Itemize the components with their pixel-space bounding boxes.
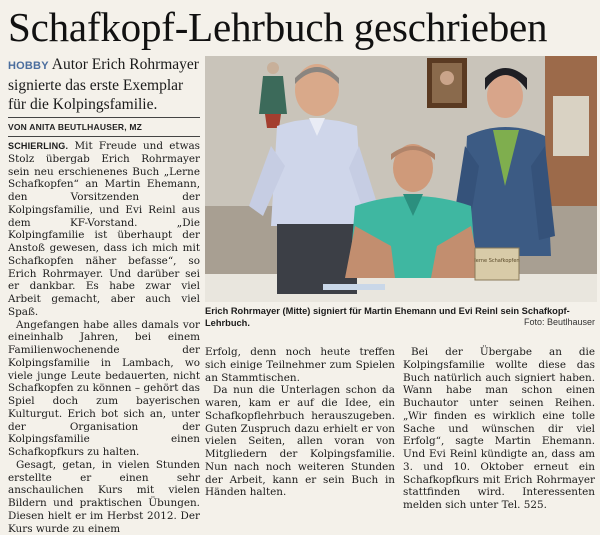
article-photo <box>205 56 597 302</box>
paragraph-1-text: Mit Freude und etwas Stolz übergab Erich Rohrmayer sein neu erschienenes Buch „Lerne Schafkopfen“ an Martin Ehemann, den Vorsitzenden der Kolpingsfamilie, und Evi Reinl aus dem KF-Vorstand. „Die Kolpingfamilie ist überhaupt der Anstoß gewesen, dass ich mich mit Schafkopfen näher befasse“, so Erich Rohrmayer. Und darüber sei er dankbar. Es habe zwar viel Arbeit gemacht, aber auch viel Spaß. <box>8 140 200 318</box>
paragraph-2: Angefangen habe alles damals vor eineinhalb Jahren, bei einem Familienwochenende der Kolpingsfamilie in Lambach, wo viele junge Leute bedauerten, nicht Schafkopfen zu können – gehört das Spiel doch zum bayerischen Kulturgut. Erich bot sich an, unter der Organisation der Kolpingsfamilie einen Schafkopfkurs zu halten. <box>8 318 200 458</box>
article-subheadline <box>8 55 200 114</box>
article-column-2 <box>205 346 395 499</box>
byline-rule-top <box>8 117 200 118</box>
book-cover-title: lerne Schafkopfen <box>474 258 520 264</box>
paragraph-6: Bei der Übergabe an die Kolpingsfamilie wollte diese das Buch natürlich auch signiert haben. Wann habe man schon einen Buchautor unter seinen Reihen. „Wir finden es wirklich eine tolle Sache und wünschen dir viel Erfolg“, sagte Martin Ehemann. Und Evi Reinl kündigte an, dass am 3. und 10. Oktober erneut ein Schafkopfkurs mit Erich Rohrmayer stattfinden wird. Interessenten melden sich unter Tel. 525. <box>403 346 595 511</box>
article-column-3 <box>403 346 595 511</box>
byline-rule-bottom <box>8 136 200 137</box>
photo-illustration <box>205 56 597 302</box>
photo-caption: Erich Rohrmayer (Mitte) signiert für Martin Ehemann und Evi Reinl sein Schafkopf-Lehrbuch. <box>205 306 570 328</box>
paragraph-5: Da nun die Unterlagen schon da waren, kam er auf die Idee, ein Schafkopflehrbuch herauszugeben. Guten Zuspruch dazu erhielt er von vielen Seiten, allen voran von Mitgliedern der Kolpingsfamilie. Nun nach noch weiteren Stunden der Arbeit, kann er sein Buch in Händen halten. <box>205 384 395 499</box>
article-column-1 <box>8 140 200 535</box>
article-byline: VON ANITA BEUTLHAUSER, MZ <box>8 122 143 132</box>
paragraph-1 <box>8 140 200 319</box>
paragraph-3: Gesagt, getan, in vielen Stunden erstellte er einen sehr anschaulichen Kurs mit vielen Bildern und praktischen Übungen. Diesen hielt er im Herbst 2012. Der Kurs wurde zu einem <box>8 458 200 535</box>
subheadline-text: Autor Erich Rohrmayer signierte das erste Exemplar für die Kolpingsfamilie. <box>8 56 199 113</box>
section-kicker: HOBBY <box>8 60 49 72</box>
article-headline: Schafkopf-Lehrbuch geschrieben <box>8 4 548 50</box>
photo-credit: Foto: Beutlhauser <box>523 317 595 327</box>
paragraph-4: Erfolg, denn noch heute treffen sich einige Teilnehmer zum Spielen an Stammtischen. <box>205 346 395 384</box>
dateline: SCHIERLING. <box>8 141 69 151</box>
table <box>205 274 597 302</box>
